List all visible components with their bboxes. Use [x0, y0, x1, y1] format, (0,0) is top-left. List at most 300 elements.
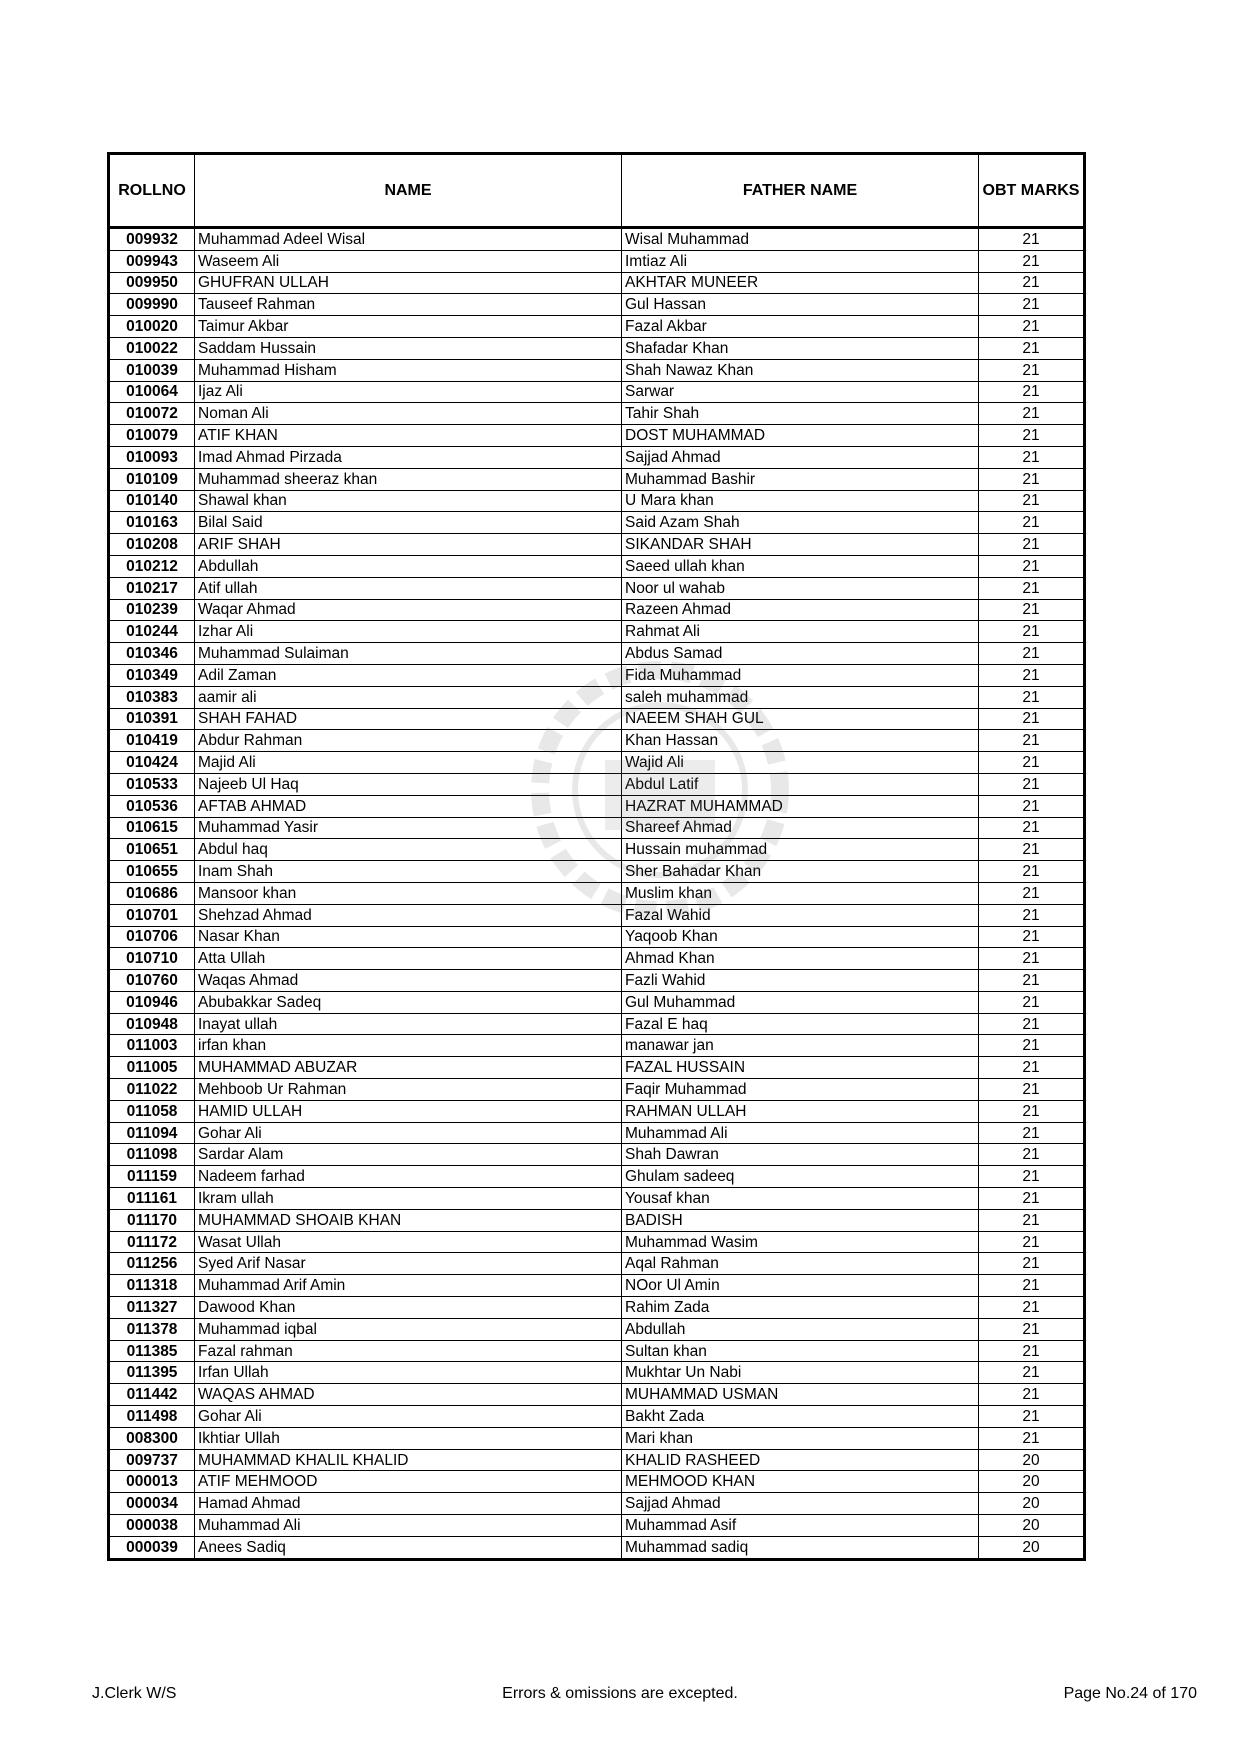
student-name-cell: Abdullah: [195, 555, 622, 577]
header-rollno: ROLLNO: [109, 154, 195, 228]
marks-cell: 20: [979, 1449, 1085, 1471]
roll-no-cell: 011005: [109, 1057, 195, 1079]
student-name-cell: Abubakkar Sadeq: [195, 991, 622, 1013]
roll-no-cell: 000039: [109, 1536, 195, 1559]
table-row: [109, 1122, 1085, 1144]
roll-no-cell: 010946: [109, 991, 195, 1013]
roll-no-cell: 011327: [109, 1297, 195, 1319]
father-name-cell: Ghulam sadeeq: [622, 1166, 979, 1188]
table-row: [109, 1406, 1085, 1428]
father-name-cell: Saeed ullah khan: [622, 555, 979, 577]
roll-no-cell: 010022: [109, 337, 195, 359]
student-name-cell: Atta Ullah: [195, 948, 622, 970]
student-name-cell: Inam Shah: [195, 861, 622, 883]
father-name-cell: MUHAMMAD USMAN: [622, 1384, 979, 1406]
marks-cell: 21: [979, 643, 1085, 665]
roll-no-cell: 010244: [109, 621, 195, 643]
father-name-cell: Muhammad Bashir: [622, 468, 979, 490]
student-name-cell: SHAH FAHAD: [195, 708, 622, 730]
marks-cell: 21: [979, 1231, 1085, 1253]
roll-no-cell: 010140: [109, 490, 195, 512]
table-row: [109, 359, 1085, 381]
table-row: [109, 926, 1085, 948]
student-name-cell: Muhammad Yasir: [195, 817, 622, 839]
table-row: [109, 1035, 1085, 1057]
student-name-cell: GHUFRAN ULLAH: [195, 272, 622, 294]
marks-cell: 21: [979, 1079, 1085, 1101]
roll-no-cell: 011094: [109, 1122, 195, 1144]
table-row: [109, 1362, 1085, 1384]
father-name-cell: Sher Bahadar Khan: [622, 861, 979, 883]
father-name-cell: Mari khan: [622, 1427, 979, 1449]
roll-no-cell: 010064: [109, 381, 195, 403]
marks-cell: 21: [979, 664, 1085, 686]
table-row: [109, 228, 1085, 251]
footer-disclaimer: Errors & omissions are excepted.: [502, 1685, 738, 1702]
student-name-cell: Ijaz Ali: [195, 381, 622, 403]
marks-cell: 21: [979, 708, 1085, 730]
student-name-cell: MUHAMMAD KHALIL KHALID: [195, 1449, 622, 1471]
table-row: [109, 686, 1085, 708]
student-name-cell: Wasat Ullah: [195, 1231, 622, 1253]
student-name-cell: Muhammad iqbal: [195, 1318, 622, 1340]
roll-no-cell: 009950: [109, 272, 195, 294]
marks-cell: 20: [979, 1515, 1085, 1537]
student-name-cell: aamir ali: [195, 686, 622, 708]
roll-no-cell: 000038: [109, 1515, 195, 1537]
table-row: [109, 730, 1085, 752]
marks-cell: 21: [979, 1427, 1085, 1449]
roll-no-cell: 011161: [109, 1188, 195, 1210]
marks-cell: 21: [979, 359, 1085, 381]
father-name-cell: Aqal Rahman: [622, 1253, 979, 1275]
student-name-cell: Muhammad Hisham: [195, 359, 622, 381]
marks-cell: 21: [979, 1297, 1085, 1319]
roll-no-cell: 010239: [109, 599, 195, 621]
table-row: [109, 752, 1085, 774]
roll-no-cell: 010533: [109, 773, 195, 795]
father-name-cell: Yousaf khan: [622, 1188, 979, 1210]
marks-cell: 21: [979, 381, 1085, 403]
table-row: [109, 534, 1085, 556]
marks-cell: 21: [979, 403, 1085, 425]
father-name-cell: Hussain muhammad: [622, 839, 979, 861]
roll-no-cell: 010760: [109, 970, 195, 992]
student-name-cell: Saddam Hussain: [195, 337, 622, 359]
roll-no-cell: 011256: [109, 1253, 195, 1275]
student-name-cell: HAMID ULLAH: [195, 1100, 622, 1122]
student-name-cell: Gohar Ali: [195, 1122, 622, 1144]
roll-no-cell: 011170: [109, 1209, 195, 1231]
father-name-cell: Mukhtar Un Nabi: [622, 1362, 979, 1384]
table-row: [109, 446, 1085, 468]
student-name-cell: MUHAMMAD SHOAIB KHAN: [195, 1209, 622, 1231]
table-row: [109, 1100, 1085, 1122]
marks-cell: 21: [979, 294, 1085, 316]
roll-no-cell: 010948: [109, 1013, 195, 1035]
father-name-cell: Wisal Muhammad: [622, 228, 979, 251]
table-row: [109, 316, 1085, 338]
student-name-cell: Abdur Rahman: [195, 730, 622, 752]
table-row: [109, 599, 1085, 621]
father-name-cell: Fazli Wahid: [622, 970, 979, 992]
table-row: [109, 1384, 1085, 1406]
marks-cell: 21: [979, 773, 1085, 795]
roll-no-cell: 011159: [109, 1166, 195, 1188]
student-name-cell: Dawood Khan: [195, 1297, 622, 1319]
table-row: [109, 1471, 1085, 1493]
roll-no-cell: 009932: [109, 228, 195, 251]
table-row: [109, 1057, 1085, 1079]
roll-no-cell: 009737: [109, 1449, 195, 1471]
student-name-cell: Waqas Ahmad: [195, 970, 622, 992]
roll-no-cell: 010383: [109, 686, 195, 708]
roll-no-cell: 010208: [109, 534, 195, 556]
roll-no-cell: 010212: [109, 555, 195, 577]
marks-cell: 21: [979, 1318, 1085, 1340]
marks-cell: 21: [979, 621, 1085, 643]
father-name-cell: Abdus Samad: [622, 643, 979, 665]
marks-cell: 21: [979, 1362, 1085, 1384]
table-row: [109, 773, 1085, 795]
student-name-cell: Shawal khan: [195, 490, 622, 512]
marks-cell: 21: [979, 991, 1085, 1013]
marks-cell: 21: [979, 795, 1085, 817]
roll-no-cell: 010217: [109, 577, 195, 599]
roll-no-cell: 009943: [109, 250, 195, 272]
marks-cell: 21: [979, 1209, 1085, 1231]
marks-cell: 21: [979, 534, 1085, 556]
father-name-cell: Fida Muhammad: [622, 664, 979, 686]
table-row: [109, 1318, 1085, 1340]
table-row: [109, 1013, 1085, 1035]
father-name-cell: Muhammad sadiq: [622, 1536, 979, 1559]
roll-no-cell: 010391: [109, 708, 195, 730]
father-name-cell: Muhammad Asif: [622, 1515, 979, 1537]
roll-no-cell: 010079: [109, 425, 195, 447]
father-name-cell: Abdul Latif: [622, 773, 979, 795]
table-row: [109, 861, 1085, 883]
father-name-cell: NAEEM SHAH GUL: [622, 708, 979, 730]
father-name-cell: saleh muhammad: [622, 686, 979, 708]
table-row: [109, 294, 1085, 316]
father-name-cell: Sajjad Ahmad: [622, 1493, 979, 1515]
table-row: [109, 1188, 1085, 1210]
marks-cell: 21: [979, 904, 1085, 926]
roll-no-cell: 010701: [109, 904, 195, 926]
results-sheet: [107, 152, 1083, 1561]
marks-cell: 21: [979, 490, 1085, 512]
father-name-cell: Faqir Muhammad: [622, 1079, 979, 1101]
father-name-cell: FAZAL HUSSAIN: [622, 1057, 979, 1079]
marks-cell: 21: [979, 1057, 1085, 1079]
roll-no-cell: 010419: [109, 730, 195, 752]
roll-no-cell: 000034: [109, 1493, 195, 1515]
roll-no-cell: 010424: [109, 752, 195, 774]
father-name-cell: Rahmat Ali: [622, 621, 979, 643]
roll-no-cell: 010651: [109, 839, 195, 861]
roll-no-cell: 011058: [109, 1100, 195, 1122]
student-name-cell: Waseem Ali: [195, 250, 622, 272]
student-name-cell: Waqar Ahmad: [195, 599, 622, 621]
roll-no-cell: 010020: [109, 316, 195, 338]
marks-cell: 21: [979, 272, 1085, 294]
roll-no-cell: 011378: [109, 1318, 195, 1340]
student-name-cell: Sardar Alam: [195, 1144, 622, 1166]
student-name-cell: Tauseef Rahman: [195, 294, 622, 316]
father-name-cell: KHALID RASHEED: [622, 1449, 979, 1471]
table-row: [109, 1166, 1085, 1188]
table-row: [109, 250, 1085, 272]
father-name-cell: Said Azam Shah: [622, 512, 979, 534]
marks-cell: 21: [979, 926, 1085, 948]
student-name-cell: Izhar Ali: [195, 621, 622, 643]
student-name-cell: ARIF SHAH: [195, 534, 622, 556]
roll-no-cell: 008300: [109, 1427, 195, 1449]
student-name-cell: Muhammad Arif Amin: [195, 1275, 622, 1297]
roll-no-cell: 011385: [109, 1340, 195, 1362]
footer-page-number: Page No.24 of 170: [1063, 1685, 1197, 1702]
father-name-cell: BADISH: [622, 1209, 979, 1231]
father-name-cell: Fazal E haq: [622, 1013, 979, 1035]
marks-cell: 21: [979, 337, 1085, 359]
table-row: [109, 817, 1085, 839]
table-row: [109, 621, 1085, 643]
table-body: [109, 228, 1085, 1560]
marks-cell: 21: [979, 970, 1085, 992]
header-row: [109, 154, 1085, 228]
student-name-cell: Nadeem farhad: [195, 1166, 622, 1188]
student-name-cell: Ikhtiar Ullah: [195, 1427, 622, 1449]
marks-cell: 20: [979, 1536, 1085, 1559]
marks-cell: 21: [979, 817, 1085, 839]
student-name-cell: Fazal rahman: [195, 1340, 622, 1362]
father-name-cell: Imtiaz Ali: [622, 250, 979, 272]
table-row: [109, 1297, 1085, 1319]
student-name-cell: Muhammad Sulaiman: [195, 643, 622, 665]
footer-clerk: J.Clerk W/S: [92, 1685, 177, 1702]
marks-cell: 21: [979, 1253, 1085, 1275]
marks-cell: 21: [979, 1384, 1085, 1406]
student-name-cell: Shehzad Ahmad: [195, 904, 622, 926]
marks-cell: 21: [979, 1122, 1085, 1144]
roll-no-cell: 010710: [109, 948, 195, 970]
roll-no-cell: 010615: [109, 817, 195, 839]
father-name-cell: Muslim khan: [622, 882, 979, 904]
roll-no-cell: 011442: [109, 1384, 195, 1406]
table-row: [109, 643, 1085, 665]
student-name-cell: MUHAMMAD ABUZAR: [195, 1057, 622, 1079]
table-row: [109, 1144, 1085, 1166]
marks-cell: 21: [979, 425, 1085, 447]
table-row: [109, 425, 1085, 447]
roll-no-cell: 010686: [109, 882, 195, 904]
table-row: [109, 468, 1085, 490]
table-row: [109, 882, 1085, 904]
table-row: [109, 1427, 1085, 1449]
marks-cell: 21: [979, 882, 1085, 904]
table-row: [109, 512, 1085, 534]
roll-no-cell: 011172: [109, 1231, 195, 1253]
table-row: [109, 555, 1085, 577]
table-row: [109, 381, 1085, 403]
marks-cell: 21: [979, 250, 1085, 272]
roll-no-cell: 011395: [109, 1362, 195, 1384]
marks-cell: 21: [979, 1100, 1085, 1122]
father-name-cell: SIKANDAR SHAH: [622, 534, 979, 556]
marks-cell: 21: [979, 1035, 1085, 1057]
roll-no-cell: 010039: [109, 359, 195, 381]
marks-cell: 21: [979, 446, 1085, 468]
father-name-cell: Fazal Wahid: [622, 904, 979, 926]
student-name-cell: Mehboob Ur Rahman: [195, 1079, 622, 1101]
marks-cell: 21: [979, 1188, 1085, 1210]
marks-cell: 21: [979, 468, 1085, 490]
father-name-cell: Abdullah: [622, 1318, 979, 1340]
marks-cell: 21: [979, 599, 1085, 621]
roll-no-cell: 010109: [109, 468, 195, 490]
results-table: [107, 152, 1086, 1561]
roll-no-cell: 010072: [109, 403, 195, 425]
father-name-cell: MEHMOOD KHAN: [622, 1471, 979, 1493]
student-name-cell: Syed Arif Nasar: [195, 1253, 622, 1275]
table-row: [109, 664, 1085, 686]
roll-no-cell: 009990: [109, 294, 195, 316]
student-name-cell: Adil Zaman: [195, 664, 622, 686]
father-name-cell: Fazal Akbar: [622, 316, 979, 338]
student-name-cell: Inayat ullah: [195, 1013, 622, 1035]
father-name-cell: Muhammad Wasim: [622, 1231, 979, 1253]
table-row: [109, 490, 1085, 512]
roll-no-cell: 010706: [109, 926, 195, 948]
marks-cell: 21: [979, 861, 1085, 883]
student-name-cell: Majid Ali: [195, 752, 622, 774]
student-name-cell: Noman Ali: [195, 403, 622, 425]
table-row: [109, 272, 1085, 294]
student-name-cell: irfan khan: [195, 1035, 622, 1057]
father-name-cell: Sultan khan: [622, 1340, 979, 1362]
father-name-cell: Razeen Ahmad: [622, 599, 979, 621]
roll-no-cell: 010655: [109, 861, 195, 883]
father-name-cell: HAZRAT MUHAMMAD: [622, 795, 979, 817]
student-name-cell: Ikram ullah: [195, 1188, 622, 1210]
father-name-cell: Sarwar: [622, 381, 979, 403]
father-name-cell: Tahir Shah: [622, 403, 979, 425]
marks-cell: 21: [979, 839, 1085, 861]
father-name-cell: U Mara khan: [622, 490, 979, 512]
student-name-cell: ATIF MEHMOOD: [195, 1471, 622, 1493]
roll-no-cell: 010163: [109, 512, 195, 534]
father-name-cell: NOor Ul Amin: [622, 1275, 979, 1297]
father-name-cell: Muhammad Ali: [622, 1122, 979, 1144]
table-row: [109, 1253, 1085, 1275]
marks-cell: 21: [979, 1406, 1085, 1428]
father-name-cell: Gul Muhammad: [622, 991, 979, 1013]
student-name-cell: Imad Ahmad Pirzada: [195, 446, 622, 468]
table-row: [109, 991, 1085, 1013]
roll-no-cell: 011003: [109, 1035, 195, 1057]
table-row: [109, 1275, 1085, 1297]
table-row: [109, 1079, 1085, 1101]
table-row: [109, 337, 1085, 359]
father-name-cell: RAHMAN ULLAH: [622, 1100, 979, 1122]
roll-no-cell: 010346: [109, 643, 195, 665]
student-name-cell: Bilal Said: [195, 512, 622, 534]
student-name-cell: Taimur Akbar: [195, 316, 622, 338]
table-row: [109, 904, 1085, 926]
marks-cell: 21: [979, 555, 1085, 577]
father-name-cell: Ahmad Khan: [622, 948, 979, 970]
table-row: [109, 1515, 1085, 1537]
marks-cell: 21: [979, 730, 1085, 752]
student-name-cell: Hamad Ahmad: [195, 1493, 622, 1515]
table-row: [109, 1209, 1085, 1231]
table-row: [109, 1340, 1085, 1362]
student-name-cell: Muhammad Adeel Wisal: [195, 228, 622, 251]
marks-cell: 21: [979, 316, 1085, 338]
roll-no-cell: 010536: [109, 795, 195, 817]
marks-cell: 21: [979, 577, 1085, 599]
student-name-cell: Mansoor khan: [195, 882, 622, 904]
table-row: [109, 970, 1085, 992]
roll-no-cell: 011022: [109, 1079, 195, 1101]
roll-no-cell: 000013: [109, 1471, 195, 1493]
father-name-cell: DOST MUHAMMAD: [622, 425, 979, 447]
roll-no-cell: 011098: [109, 1144, 195, 1166]
father-name-cell: Sajjad Ahmad: [622, 446, 979, 468]
father-name-cell: Shafadar Khan: [622, 337, 979, 359]
table-row: [109, 1231, 1085, 1253]
roll-no-cell: 011318: [109, 1275, 195, 1297]
father-name-cell: Noor ul wahab: [622, 577, 979, 599]
student-name-cell: Muhammad Ali: [195, 1515, 622, 1537]
father-name-cell: Wajid Ali: [622, 752, 979, 774]
student-name-cell: Gohar Ali: [195, 1406, 622, 1428]
marks-cell: 21: [979, 1013, 1085, 1035]
student-name-cell: ATIF KHAN: [195, 425, 622, 447]
marks-cell: 21: [979, 1275, 1085, 1297]
table-row: [109, 839, 1085, 861]
father-name-cell: Shah Nawaz Khan: [622, 359, 979, 381]
marks-cell: 21: [979, 512, 1085, 534]
father-name-cell: Shah Dawran: [622, 1144, 979, 1166]
father-name-cell: Yaqoob Khan: [622, 926, 979, 948]
student-name-cell: Nasar Khan: [195, 926, 622, 948]
marks-cell: 21: [979, 752, 1085, 774]
marks-cell: 21: [979, 1166, 1085, 1188]
father-name-cell: Gul Hassan: [622, 294, 979, 316]
father-name-cell: Bakht Zada: [622, 1406, 979, 1428]
student-name-cell: Muhammad sheeraz khan: [195, 468, 622, 490]
father-name-cell: manawar jan: [622, 1035, 979, 1057]
student-name-cell: Najeeb Ul Haq: [195, 773, 622, 795]
header-name: NAME: [195, 154, 622, 228]
student-name-cell: Abdul haq: [195, 839, 622, 861]
roll-no-cell: 011498: [109, 1406, 195, 1428]
student-name-cell: Anees Sadiq: [195, 1536, 622, 1559]
table-row: [109, 708, 1085, 730]
table-row: [109, 1536, 1085, 1559]
roll-no-cell: 010349: [109, 664, 195, 686]
table-row: [109, 795, 1085, 817]
table-row: [109, 948, 1085, 970]
table-row: [109, 577, 1085, 599]
table-row: [109, 1449, 1085, 1471]
student-name-cell: Irfan Ullah: [195, 1362, 622, 1384]
marks-cell: 21: [979, 1144, 1085, 1166]
marks-cell: 21: [979, 1340, 1085, 1362]
marks-cell: 21: [979, 228, 1085, 251]
